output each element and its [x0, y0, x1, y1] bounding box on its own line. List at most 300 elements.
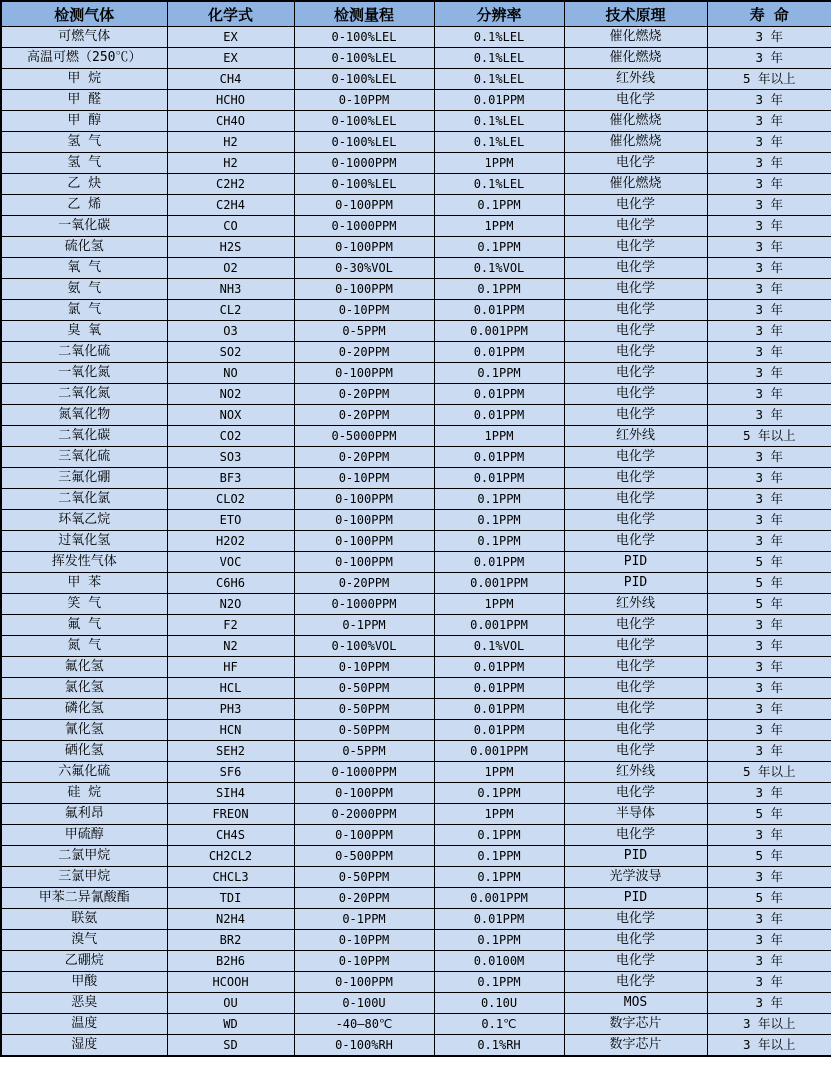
cell-gas-name: 氟 气 — [1, 615, 167, 636]
cell-resolution: 1PPM — [434, 153, 564, 174]
cell-formula: N2H4 — [167, 909, 294, 930]
cell-lifespan: 3 年 — [707, 111, 831, 132]
table-row — [1, 300, 831, 321]
cell-range: 0-100PPM — [294, 972, 434, 993]
table-row — [1, 636, 831, 657]
cell-resolution: 0.1PPM — [434, 531, 564, 552]
cell-resolution: 0.1%LEL — [434, 69, 564, 90]
table-row — [1, 195, 831, 216]
cell-resolution: 1PPM — [434, 804, 564, 825]
cell-range: 0-500PPM — [294, 846, 434, 867]
cell-formula: SD — [167, 1035, 294, 1057]
cell-formula: C2H2 — [167, 174, 294, 195]
table-row — [1, 426, 831, 447]
cell-gas-name: 二氯甲烷 — [1, 846, 167, 867]
cell-formula: O2 — [167, 258, 294, 279]
cell-gas-name: 臭 氧 — [1, 321, 167, 342]
cell-formula: CH4S — [167, 825, 294, 846]
table-row — [1, 615, 831, 636]
cell-formula: FREON — [167, 804, 294, 825]
cell-formula: HCL — [167, 678, 294, 699]
cell-gas-name: 氰化氢 — [1, 720, 167, 741]
table-row — [1, 48, 831, 69]
cell-resolution: 0.01PPM — [434, 552, 564, 573]
cell-resolution: 0.1PPM — [434, 489, 564, 510]
cell-gas-name: 甲硫醇 — [1, 825, 167, 846]
cell-range: 0-100%LEL — [294, 48, 434, 69]
cell-range: 0-10PPM — [294, 300, 434, 321]
cell-lifespan: 3 年 — [707, 615, 831, 636]
cell-formula: O3 — [167, 321, 294, 342]
cell-lifespan: 3 年 — [707, 279, 831, 300]
cell-resolution: 0.001PPM — [434, 321, 564, 342]
cell-lifespan: 3 年 — [707, 132, 831, 153]
cell-resolution: 0.10U — [434, 993, 564, 1014]
cell-resolution: 0.001PPM — [434, 888, 564, 909]
cell-lifespan: 3 年 — [707, 447, 831, 468]
cell-gas-name: 甲苯二异氰酸酯 — [1, 888, 167, 909]
cell-range: 0-10PPM — [294, 951, 434, 972]
cell-resolution: 0.1PPM — [434, 972, 564, 993]
table-row — [1, 825, 831, 846]
cell-formula: HF — [167, 657, 294, 678]
cell-range: 0-100PPM — [294, 195, 434, 216]
cell-principle: 电化学 — [564, 195, 707, 216]
cell-range: 0-20PPM — [294, 384, 434, 405]
cell-formula: HCOOH — [167, 972, 294, 993]
cell-range: 0-100PPM — [294, 510, 434, 531]
cell-gas-name: 一氧化氮 — [1, 363, 167, 384]
cell-principle: 电化学 — [564, 720, 707, 741]
cell-resolution: 1PPM — [434, 426, 564, 447]
cell-resolution: 0.01PPM — [434, 468, 564, 489]
cell-formula: SO3 — [167, 447, 294, 468]
cell-resolution: 0.0100M — [434, 951, 564, 972]
cell-range: 0-1000PPM — [294, 594, 434, 615]
cell-resolution: 0.01PPM — [434, 300, 564, 321]
cell-lifespan: 3 年 — [707, 678, 831, 699]
table-row — [1, 321, 831, 342]
cell-formula: NOX — [167, 405, 294, 426]
cell-formula: N2O — [167, 594, 294, 615]
cell-gas-name: 可燃气体 — [1, 27, 167, 48]
cell-resolution: 0.01PPM — [434, 405, 564, 426]
cell-formula: OU — [167, 993, 294, 1014]
cell-resolution: 0.1℃ — [434, 1014, 564, 1035]
table-row — [1, 867, 831, 888]
cell-lifespan: 3 年 — [707, 342, 831, 363]
table-row — [1, 846, 831, 867]
table-row — [1, 573, 831, 594]
cell-resolution: 0.1%RH — [434, 1035, 564, 1057]
cell-lifespan: 5 年以上 — [707, 69, 831, 90]
cell-principle: 红外线 — [564, 594, 707, 615]
cell-range: 0-20PPM — [294, 888, 434, 909]
cell-resolution: 0.1%LEL — [434, 27, 564, 48]
cell-range: 0-2000PPM — [294, 804, 434, 825]
cell-gas-name: 硅 烷 — [1, 783, 167, 804]
cell-range: 0-100U — [294, 993, 434, 1014]
cell-principle: 数字芯片 — [564, 1014, 707, 1035]
cell-resolution: 0.01PPM — [434, 342, 564, 363]
table-row — [1, 405, 831, 426]
cell-principle: PID — [564, 573, 707, 594]
table-row — [1, 993, 831, 1014]
cell-lifespan: 5 年以上 — [707, 426, 831, 447]
cell-formula: CO2 — [167, 426, 294, 447]
cell-lifespan: 3 年 — [707, 195, 831, 216]
cell-range: 0-50PPM — [294, 867, 434, 888]
cell-lifespan: 3 年 — [707, 783, 831, 804]
table-row — [1, 237, 831, 258]
cell-range: 0-20PPM — [294, 405, 434, 426]
cell-formula: NO — [167, 363, 294, 384]
cell-range: 0-1PPM — [294, 615, 434, 636]
cell-range: 0-1PPM — [294, 909, 434, 930]
cell-gas-name: 氨 气 — [1, 279, 167, 300]
cell-gas-name: 磷化氢 — [1, 699, 167, 720]
cell-formula: ETO — [167, 510, 294, 531]
column-header-resolution: 分辨率 — [434, 1, 564, 27]
cell-range: 0-10PPM — [294, 657, 434, 678]
cell-formula: BR2 — [167, 930, 294, 951]
cell-gas-name: 三氧化硫 — [1, 447, 167, 468]
table-row — [1, 930, 831, 951]
cell-lifespan: 3 年 — [707, 951, 831, 972]
cell-gas-name: 挥发性气体 — [1, 552, 167, 573]
cell-resolution: 0.001PPM — [434, 741, 564, 762]
table-row — [1, 153, 831, 174]
cell-formula: C2H4 — [167, 195, 294, 216]
cell-gas-name: 氢 气 — [1, 132, 167, 153]
table-row — [1, 489, 831, 510]
cell-gas-name: 乙 炔 — [1, 174, 167, 195]
cell-resolution: 0.1PPM — [434, 930, 564, 951]
table-row — [1, 531, 831, 552]
cell-lifespan: 3 年 — [707, 153, 831, 174]
cell-gas-name: 甲酸 — [1, 972, 167, 993]
table-row — [1, 132, 831, 153]
table-row — [1, 384, 831, 405]
column-header-gas-name: 检测气体 — [1, 1, 167, 27]
cell-principle: 电化学 — [564, 216, 707, 237]
cell-lifespan: 3 年以上 — [707, 1014, 831, 1035]
cell-range: 0-50PPM — [294, 720, 434, 741]
cell-principle: 电化学 — [564, 972, 707, 993]
table-row — [1, 1035, 831, 1057]
cell-principle: 电化学 — [564, 300, 707, 321]
cell-gas-name: 氯 气 — [1, 300, 167, 321]
cell-gas-name: 恶臭 — [1, 993, 167, 1014]
cell-gas-name: 氯化氢 — [1, 678, 167, 699]
cell-formula: CH4 — [167, 69, 294, 90]
cell-formula: CH4O — [167, 111, 294, 132]
cell-resolution: 0.001PPM — [434, 615, 564, 636]
table-row — [1, 678, 831, 699]
cell-lifespan: 3 年 — [707, 909, 831, 930]
table-row — [1, 909, 831, 930]
cell-principle: 电化学 — [564, 615, 707, 636]
cell-range: 0-5PPM — [294, 741, 434, 762]
cell-gas-name: 硫化氢 — [1, 237, 167, 258]
cell-lifespan: 3 年 — [707, 468, 831, 489]
cell-lifespan: 3 年 — [707, 825, 831, 846]
cell-principle: 半导体 — [564, 804, 707, 825]
cell-gas-name: 甲 苯 — [1, 573, 167, 594]
cell-principle: 红外线 — [564, 69, 707, 90]
table-row — [1, 552, 831, 573]
cell-formula: SF6 — [167, 762, 294, 783]
cell-formula: EX — [167, 48, 294, 69]
table-body — [1, 27, 831, 1057]
cell-principle: 电化学 — [564, 510, 707, 531]
cell-principle: 电化学 — [564, 153, 707, 174]
cell-resolution: 0.001PPM — [434, 573, 564, 594]
cell-formula: SEH2 — [167, 741, 294, 762]
cell-lifespan: 3 年 — [707, 27, 831, 48]
cell-formula: PH3 — [167, 699, 294, 720]
table-row — [1, 1014, 831, 1035]
cell-principle: 电化学 — [564, 909, 707, 930]
cell-formula: TDI — [167, 888, 294, 909]
cell-principle: 红外线 — [564, 762, 707, 783]
cell-gas-name: 二氧化氮 — [1, 384, 167, 405]
cell-lifespan: 3 年 — [707, 657, 831, 678]
cell-principle: 催化燃烧 — [564, 174, 707, 195]
cell-formula: H2 — [167, 153, 294, 174]
table-row — [1, 279, 831, 300]
cell-range: 0-100%LEL — [294, 69, 434, 90]
cell-gas-name: 乙 烯 — [1, 195, 167, 216]
cell-resolution: 0.1PPM — [434, 195, 564, 216]
cell-principle: 电化学 — [564, 741, 707, 762]
cell-formula: H2S — [167, 237, 294, 258]
cell-principle: 电化学 — [564, 825, 707, 846]
cell-gas-name: 氧 气 — [1, 258, 167, 279]
cell-lifespan: 3 年以上 — [707, 1035, 831, 1057]
cell-lifespan: 3 年 — [707, 174, 831, 195]
cell-gas-name: 乙硼烷 — [1, 951, 167, 972]
cell-principle: 电化学 — [564, 321, 707, 342]
cell-principle: 电化学 — [564, 384, 707, 405]
cell-range: 0-30%VOL — [294, 258, 434, 279]
cell-resolution: 0.01PPM — [434, 720, 564, 741]
cell-lifespan: 3 年 — [707, 741, 831, 762]
cell-lifespan: 5 年 — [707, 804, 831, 825]
cell-gas-name: 甲 烷 — [1, 69, 167, 90]
cell-formula: SO2 — [167, 342, 294, 363]
cell-principle: 电化学 — [564, 279, 707, 300]
cell-principle: 红外线 — [564, 426, 707, 447]
cell-formula: WD — [167, 1014, 294, 1035]
cell-principle: 电化学 — [564, 783, 707, 804]
cell-resolution: 0.1PPM — [434, 867, 564, 888]
cell-principle: 电化学 — [564, 258, 707, 279]
cell-gas-name: 二氧化氯 — [1, 489, 167, 510]
cell-lifespan: 3 年 — [707, 384, 831, 405]
cell-gas-name: 溴气 — [1, 930, 167, 951]
cell-formula: H2O2 — [167, 531, 294, 552]
cell-range: 0-50PPM — [294, 699, 434, 720]
cell-lifespan: 5 年 — [707, 552, 831, 573]
cell-principle: 数字芯片 — [564, 1035, 707, 1057]
cell-resolution: 1PPM — [434, 762, 564, 783]
cell-range: 0-10PPM — [294, 930, 434, 951]
cell-lifespan: 3 年 — [707, 699, 831, 720]
cell-formula: CLO2 — [167, 489, 294, 510]
cell-lifespan: 5 年 — [707, 594, 831, 615]
cell-range: 0-100PPM — [294, 783, 434, 804]
table-row — [1, 111, 831, 132]
cell-range: -40—80℃ — [294, 1014, 434, 1035]
cell-principle: 电化学 — [564, 468, 707, 489]
cell-resolution: 0.1PPM — [434, 825, 564, 846]
cell-gas-name: 甲 醇 — [1, 111, 167, 132]
cell-range: 0-1000PPM — [294, 762, 434, 783]
cell-principle: 电化学 — [564, 342, 707, 363]
cell-gas-name: 联氨 — [1, 909, 167, 930]
cell-resolution: 1PPM — [434, 216, 564, 237]
cell-gas-name: 三氟化硼 — [1, 468, 167, 489]
cell-range: 0-10PPM — [294, 90, 434, 111]
cell-gas-name: 氮氧化物 — [1, 405, 167, 426]
cell-range: 0-100%LEL — [294, 132, 434, 153]
column-header-formula: 化学式 — [167, 1, 294, 27]
cell-lifespan: 3 年 — [707, 720, 831, 741]
cell-principle: 电化学 — [564, 363, 707, 384]
cell-range: 0-1000PPM — [294, 216, 434, 237]
table-row — [1, 888, 831, 909]
cell-principle: PID — [564, 846, 707, 867]
cell-lifespan: 3 年 — [707, 930, 831, 951]
cell-lifespan: 3 年 — [707, 216, 831, 237]
cell-gas-name: 甲 醛 — [1, 90, 167, 111]
cell-resolution: 0.1%LEL — [434, 174, 564, 195]
column-header-principle: 技术原理 — [564, 1, 707, 27]
table-row — [1, 27, 831, 48]
cell-range: 0-100PPM — [294, 363, 434, 384]
table-row — [1, 594, 831, 615]
cell-formula: HCN — [167, 720, 294, 741]
cell-range: 0-100%VOL — [294, 636, 434, 657]
cell-principle: 电化学 — [564, 489, 707, 510]
cell-formula: SIH4 — [167, 783, 294, 804]
cell-lifespan: 3 年 — [707, 993, 831, 1014]
table-row — [1, 468, 831, 489]
cell-gas-name: 一氧化碳 — [1, 216, 167, 237]
cell-range: 0-100PPM — [294, 489, 434, 510]
table-row — [1, 657, 831, 678]
cell-principle: 催化燃烧 — [564, 27, 707, 48]
cell-principle: 催化燃烧 — [564, 111, 707, 132]
table-row — [1, 510, 831, 531]
cell-gas-name: 笑 气 — [1, 594, 167, 615]
cell-principle: 催化燃烧 — [564, 48, 707, 69]
cell-principle: 电化学 — [564, 90, 707, 111]
cell-range: 0-20PPM — [294, 573, 434, 594]
cell-lifespan: 3 年 — [707, 489, 831, 510]
table-row — [1, 741, 831, 762]
cell-gas-name: 氟化氢 — [1, 657, 167, 678]
cell-formula: CL2 — [167, 300, 294, 321]
cell-range: 0-100%LEL — [294, 111, 434, 132]
cell-range: 0-100%RH — [294, 1035, 434, 1057]
cell-formula: EX — [167, 27, 294, 48]
cell-resolution: 0.1PPM — [434, 846, 564, 867]
table-row — [1, 447, 831, 468]
cell-formula: BF3 — [167, 468, 294, 489]
cell-resolution: 0.1PPM — [434, 510, 564, 531]
cell-lifespan: 3 年 — [707, 321, 831, 342]
cell-formula: H2 — [167, 132, 294, 153]
cell-principle: 电化学 — [564, 447, 707, 468]
cell-principle: 电化学 — [564, 531, 707, 552]
cell-formula: NH3 — [167, 279, 294, 300]
cell-gas-name: 氮 气 — [1, 636, 167, 657]
cell-resolution: 0.1%LEL — [434, 132, 564, 153]
cell-resolution: 0.01PPM — [434, 678, 564, 699]
table-row — [1, 90, 831, 111]
cell-principle: 电化学 — [564, 237, 707, 258]
cell-range: 0-100%LEL — [294, 174, 434, 195]
cell-formula: B2H6 — [167, 951, 294, 972]
table-row — [1, 363, 831, 384]
table-row — [1, 951, 831, 972]
cell-gas-name: 湿度 — [1, 1035, 167, 1057]
cell-formula: F2 — [167, 615, 294, 636]
cell-formula: N2 — [167, 636, 294, 657]
cell-resolution: 0.01PPM — [434, 699, 564, 720]
cell-range: 0-20PPM — [294, 342, 434, 363]
cell-resolution: 0.01PPM — [434, 657, 564, 678]
cell-lifespan: 3 年 — [707, 867, 831, 888]
cell-gas-name: 二氧化碳 — [1, 426, 167, 447]
cell-lifespan: 3 年 — [707, 972, 831, 993]
table-row — [1, 258, 831, 279]
cell-principle: MOS — [564, 993, 707, 1014]
cell-lifespan: 3 年 — [707, 48, 831, 69]
cell-range: 0-5000PPM — [294, 426, 434, 447]
cell-principle: 光学波导 — [564, 867, 707, 888]
cell-range: 0-100PPM — [294, 531, 434, 552]
cell-lifespan: 3 年 — [707, 405, 831, 426]
cell-range: 0-10PPM — [294, 468, 434, 489]
cell-range: 0-100PPM — [294, 552, 434, 573]
table-row — [1, 783, 831, 804]
cell-resolution: 0.1PPM — [434, 279, 564, 300]
table-row — [1, 216, 831, 237]
cell-principle: 电化学 — [564, 678, 707, 699]
cell-formula: CH2CL2 — [167, 846, 294, 867]
cell-formula: VOC — [167, 552, 294, 573]
cell-lifespan: 3 年 — [707, 90, 831, 111]
table-row — [1, 69, 831, 90]
header-row — [1, 1, 831, 27]
cell-gas-name: 二氧化硫 — [1, 342, 167, 363]
cell-lifespan: 5 年 — [707, 888, 831, 909]
cell-resolution: 0.1PPM — [434, 783, 564, 804]
cell-gas-name: 氢 气 — [1, 153, 167, 174]
cell-range: 0-100%LEL — [294, 27, 434, 48]
cell-formula: CHCL3 — [167, 867, 294, 888]
cell-gas-name: 高温可燃（250℃） — [1, 48, 167, 69]
table-row — [1, 699, 831, 720]
cell-resolution: 1PPM — [434, 594, 564, 615]
cell-gas-name: 环氧乙烷 — [1, 510, 167, 531]
cell-principle: 催化燃烧 — [564, 132, 707, 153]
table-row — [1, 720, 831, 741]
cell-gas-name: 硒化氢 — [1, 741, 167, 762]
